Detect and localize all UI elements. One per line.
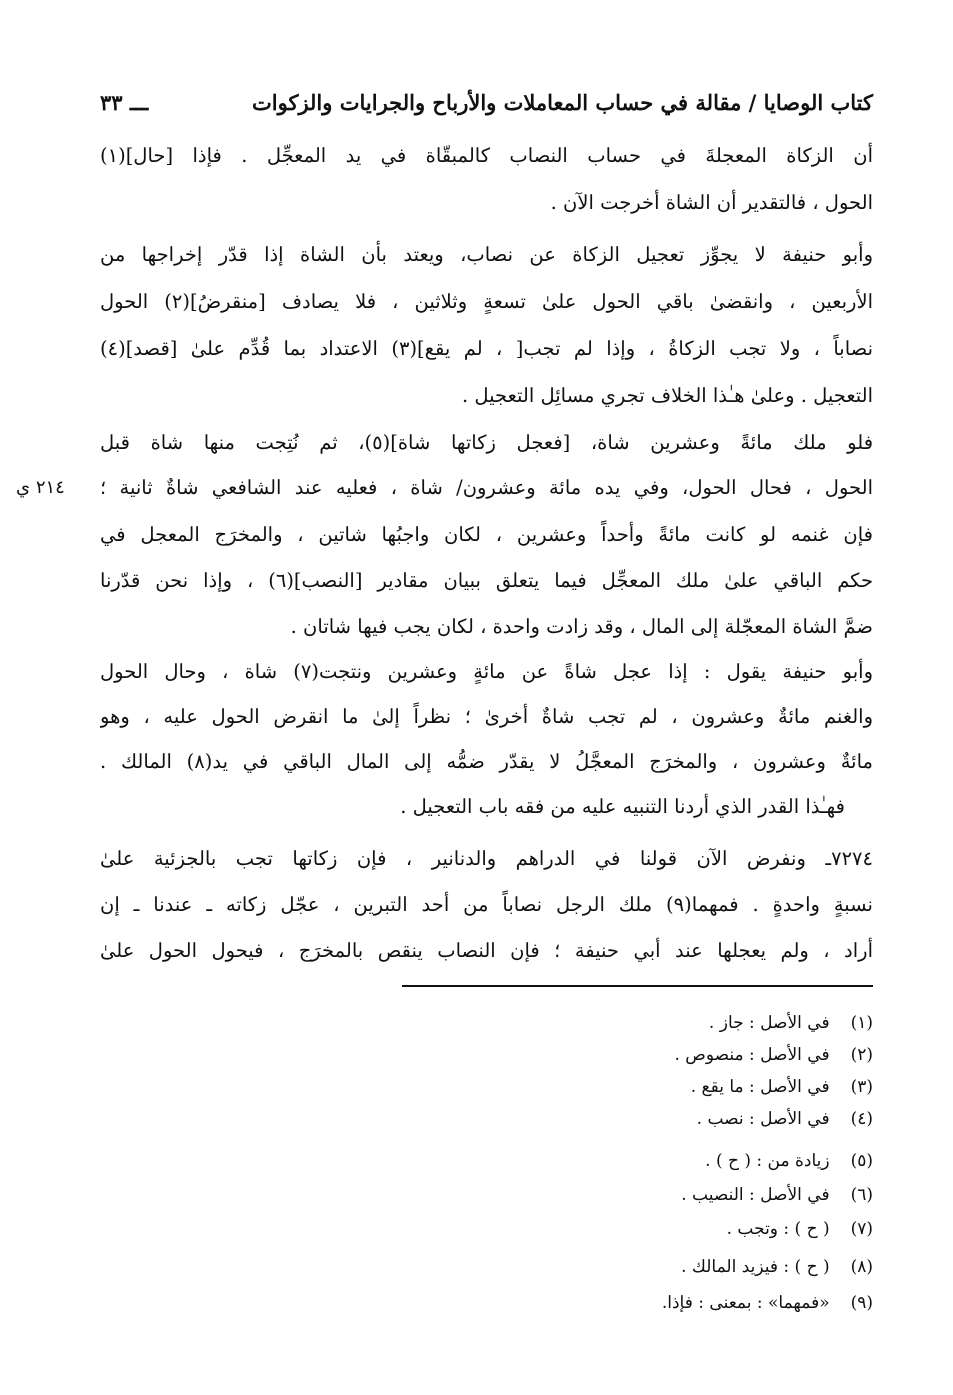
running-header bbox=[100, 84, 873, 120]
text-line: نسبةٍ واحدةٍ . فمهما(٩) ملك الرجل نصاباً من أحد التبرين ، عجّل زكاته ـ عندنا ـ إن bbox=[100, 893, 873, 916]
text-line: الحول ، فحال الحول، وفي يده مائة وعشرون/ شاة ، فعليه عند الشافعي شاةٌ ثانية ؛ bbox=[100, 476, 873, 499]
text-line: أن الزكاة المعجلةَ في حساب النصاب كالمبقّاة في يد المعجِّل . فإذا [حال](١) bbox=[100, 144, 873, 167]
footnote-number: (٥) bbox=[850, 1151, 873, 1171]
footnote-text: في الأصل : ما يقع . bbox=[690, 1077, 830, 1097]
footnote-text: في الأصل : النصيب . bbox=[681, 1185, 830, 1205]
footnote-number: (١) bbox=[850, 1013, 873, 1033]
footnote-number: (٧) bbox=[850, 1219, 873, 1239]
text-line: نصاباً ، ولا تجب الزكاةُ ، وإذا لم تجب[ ، لم يقع](٣) الاعتداد بما قُدِّم علىٰ [قصد](٤) bbox=[100, 337, 873, 360]
text-line: فلو ملك مائةً وعشرين شاة، [فعجل زكاتها شاة](٥)، ثم نُتِجت منها شاة قبل bbox=[100, 431, 873, 454]
footnote bbox=[400, 1040, 873, 1070]
footnote-text: ( ح ) : وتجب . bbox=[726, 1219, 830, 1239]
text-line: فهـٰذا القدر الذي أردنا التنبيه عليه من فقه باب التعجيل . bbox=[400, 795, 845, 818]
footnote bbox=[400, 1104, 873, 1134]
footnote bbox=[400, 1252, 873, 1282]
footnote-text: ( ح ) : فيزيد المالك . bbox=[681, 1257, 830, 1277]
footnote bbox=[400, 1214, 873, 1244]
text-line: حكم الباقي علىٰ ملك المعجِّل فيما يتعلق ببيان مقادير [النصب](٦) ، وإذا نحن قدّرنا bbox=[100, 569, 873, 592]
footnote-text: في الأصل : منصوص . bbox=[674, 1045, 830, 1065]
text-line: التعجيل . وعلىٰ هـٰذا الخلاف تجري مسائِل التعجيل . bbox=[462, 384, 873, 407]
footnote bbox=[400, 1146, 873, 1176]
text-line: والغنم مائةٌ وعشرون ، لم تجب شاةٌ أخرىٰ ؛ نظراً إلىٰ ما انقرض الحول عليه ، وهو bbox=[100, 705, 873, 728]
footnote-number: (٢) bbox=[850, 1045, 873, 1065]
text-line: فإن غنمه لو كانت مائةً وأحداً وعشرين ، لكان واجبُها شاتين ، والمخرَج المعجل في bbox=[100, 523, 873, 546]
footnote bbox=[400, 1008, 873, 1038]
footnote bbox=[400, 1072, 873, 1102]
footnote-number: (٣) bbox=[850, 1077, 873, 1097]
text-line: مائةٌ وعشرون ، والمخرَج المعجَّلُ لا يقدّر ضمُّه إلى المال الباقي في يد(٨) المالك . bbox=[100, 750, 873, 773]
footnote-number: (٤) bbox=[850, 1109, 873, 1129]
header-title: كتاب الوصايا / مقالة في حساب المعاملات والأرباح والجرايات والزكوات bbox=[252, 89, 873, 115]
footnote-text: «فمهما» : بمعنى : فإذا. bbox=[661, 1293, 830, 1313]
footnote-text: في الأصل : جاز . bbox=[708, 1013, 830, 1033]
footnote-divider bbox=[402, 985, 873, 987]
text-line: ضمَّ الشاة المعجّلة إلى المال ، وقد زادت واحدة ، لكان يجب فيها شاتان . bbox=[290, 615, 873, 638]
footnote bbox=[400, 1180, 873, 1210]
footnote-number: (٩) bbox=[850, 1293, 873, 1313]
text-line: وأبو حنيفة يقول : إذا عجل شاةً عن مائةٍ وعشرين ونتجت(٧) شاة ، وحال الحول bbox=[100, 660, 873, 683]
text-line: أراد ، ولم يعجلها عند أبي حنيفة ؛ فإن النصاب ينقص بالمخرَج ، فيحول الحول علىٰ bbox=[100, 939, 873, 962]
footnote-text: زيادة من : ( ح ) . bbox=[705, 1151, 830, 1171]
footnote-number: (٨) bbox=[850, 1257, 873, 1277]
text-line: ٧٢٧٤ـ ونفرض الآن قولنا في الدراهم والدنانير ، فإن زكاتها تجب بالجزئية علىٰ bbox=[100, 847, 873, 870]
margin-note: ٢١٤ ي bbox=[16, 477, 65, 498]
text-line: الحول ، فالتقدير أن الشاة أخرجت الآن . bbox=[550, 191, 873, 214]
footnote-text: في الأصل : نصب . bbox=[696, 1109, 830, 1129]
footnote bbox=[400, 1288, 873, 1318]
text-line: وأبو حنيفة لا يجوِّز تعجيل الزكاة عن نصاب، ويعتد بأن الشاة إذا قدّر إخراجها من bbox=[100, 243, 873, 266]
footnote-number: (٦) bbox=[850, 1185, 873, 1205]
page-number: ـــ ٣٣ bbox=[100, 89, 149, 115]
text-line: الأربعين ، وانقضىٰ باقي الحول علىٰ تسعةٍ وثلاثين ، فلا يصادف [منقرضُ](٢) الحول bbox=[100, 290, 873, 313]
